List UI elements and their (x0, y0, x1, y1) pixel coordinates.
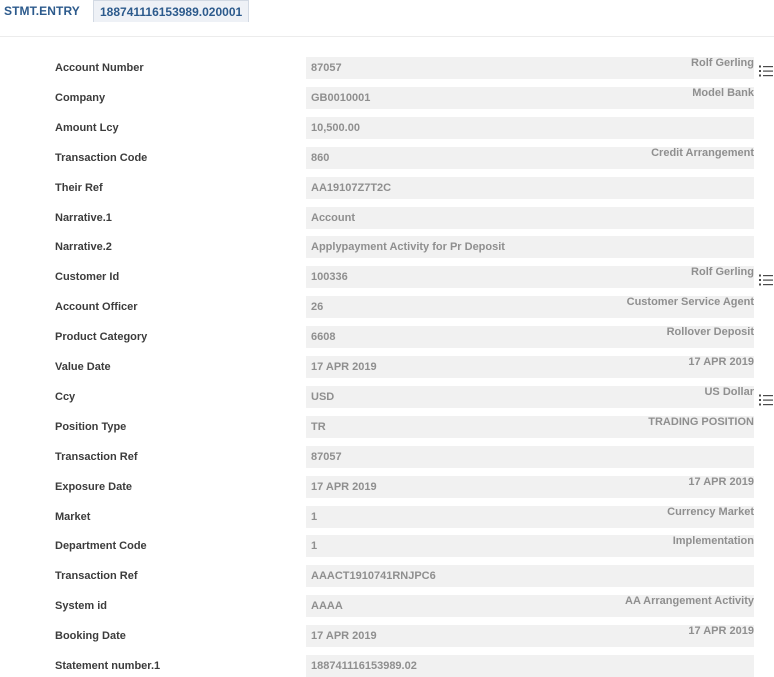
field-label: Booking Date (55, 630, 126, 642)
field-enrichment: Customer Service Agent (626, 296, 754, 308)
field-enrichment: Currency Market (667, 506, 754, 518)
field-label: Ccy (55, 391, 76, 403)
list-icon[interactable] (759, 394, 773, 406)
field-row-narrative-2 (0, 236, 774, 258)
field-value: AAAA (311, 600, 343, 612)
field-value-box (306, 446, 754, 468)
field-value: 6608 (311, 331, 336, 343)
field-enrichment: 17 APR 2019 (688, 625, 754, 637)
field-row-market (0, 506, 774, 528)
field-row-product-category (0, 326, 774, 348)
field-row-account-officer (0, 296, 774, 318)
field-value: 100336 (311, 271, 348, 283)
field-value: 87057 (311, 451, 342, 463)
field-label: Account Officer (55, 301, 138, 313)
field-enrichment: Rollover Deposit (666, 326, 754, 338)
field-row-narrative-1 (0, 207, 774, 229)
field-value-box (306, 356, 754, 378)
field-enrichment: TRADING POSITION (648, 416, 754, 428)
field-label: Transaction Code (55, 152, 148, 164)
field-row-transaction-ref (0, 565, 774, 587)
field-enrichment: Rolf Gerling (691, 57, 754, 69)
field-label: Product Category (55, 331, 148, 343)
field-value-box (306, 266, 754, 288)
field-row-booking-date (0, 625, 774, 647)
field-value-box (306, 565, 754, 587)
field-value-box (306, 625, 754, 647)
field-value: 1 (311, 540, 318, 552)
field-value-box (306, 207, 754, 229)
field-label: Their Ref (55, 182, 103, 194)
field-label: Account Number (55, 62, 144, 74)
field-value: 17 APR 2019 (311, 630, 377, 642)
field-value-box (306, 655, 754, 677)
field-value: Applypayment Activity for Pr Deposit (311, 241, 505, 253)
field-value-box (306, 57, 754, 79)
field-label: System id (55, 600, 107, 612)
header-divider (0, 36, 774, 37)
list-icon[interactable] (759, 65, 773, 77)
field-enrichment: US Dollar (704, 386, 754, 398)
field-label: Narrative.1 (55, 212, 112, 224)
field-enrichment: AA Arrangement Activity (625, 595, 754, 607)
field-value: 26 (311, 301, 324, 313)
field-label: Position Type (55, 421, 127, 433)
field-label: Department Code (55, 540, 147, 552)
field-value: AAACT1910741RNJPC6 (311, 570, 436, 582)
field-value-box (306, 595, 754, 617)
field-value-box (306, 326, 754, 348)
field-value: 10,500.00 (311, 122, 360, 134)
field-label: Customer Id (55, 271, 120, 283)
field-label: Narrative.2 (55, 241, 112, 253)
record-id-tab[interactable]: 188741116153989.020001 (93, 0, 249, 22)
field-enrichment: Rolf Gerling (691, 266, 754, 278)
field-value-box (306, 236, 754, 258)
field-row-system-id (0, 595, 774, 617)
field-value-box (306, 117, 754, 139)
field-value: 17 APR 2019 (311, 361, 377, 373)
field-row-account-number (0, 57, 774, 79)
field-enrichment: 17 APR 2019 (688, 356, 754, 368)
field-value: GB0010001 (311, 92, 371, 104)
field-enrichment: Implementation (672, 535, 754, 547)
field-value: 860 (311, 152, 330, 164)
field-label: Company (55, 92, 106, 104)
field-row-statement-number-1 (0, 655, 774, 677)
field-row-transaction-code (0, 147, 774, 169)
field-row-exposure-date (0, 476, 774, 498)
field-label: Exposure Date (55, 481, 133, 493)
field-enrichment: Model Bank (692, 87, 754, 99)
field-value-box (306, 476, 754, 498)
field-enrichment: Credit Arrangement (651, 147, 754, 159)
field-row-amount-lcy (0, 117, 774, 139)
field-label: Value Date (55, 361, 111, 373)
field-value-box (306, 416, 754, 438)
field-value: AA19107Z7T2C (311, 182, 392, 194)
field-label: Statement number.1 (55, 660, 161, 672)
field-value: 87057 (311, 62, 342, 74)
field-value: USD (311, 391, 335, 403)
field-row-their-ref (0, 177, 774, 199)
field-value-box (306, 506, 754, 528)
list-icon[interactable] (759, 274, 773, 286)
field-value: Account (311, 212, 355, 224)
field-row-department-code (0, 535, 774, 557)
field-value-box (306, 147, 754, 169)
field-value: 1 (311, 511, 318, 523)
tab-bar (0, 0, 774, 24)
field-label: Transaction Ref (55, 451, 138, 463)
field-value-box (306, 535, 754, 557)
field-value-box (306, 87, 754, 109)
field-row-position-type (0, 416, 774, 438)
field-label: Transaction Ref (55, 570, 138, 582)
field-value-box (306, 296, 754, 318)
field-row-ccy (0, 386, 774, 408)
field-label: Market (55, 511, 91, 523)
field-enrichment: 17 APR 2019 (688, 476, 754, 488)
field-row-transaction-ref (0, 446, 774, 468)
field-row-company (0, 87, 774, 109)
field-value-box (306, 386, 754, 408)
field-value: 188741116153989.02 (311, 660, 417, 672)
field-label: Amount Lcy (55, 122, 119, 134)
field-value: TR (311, 421, 326, 433)
field-row-customer-id (0, 266, 774, 288)
field-value: 17 APR 2019 (311, 481, 377, 493)
application-title: STMT.ENTRY (4, 4, 80, 18)
field-row-value-date (0, 356, 774, 378)
field-value-box (306, 177, 754, 199)
